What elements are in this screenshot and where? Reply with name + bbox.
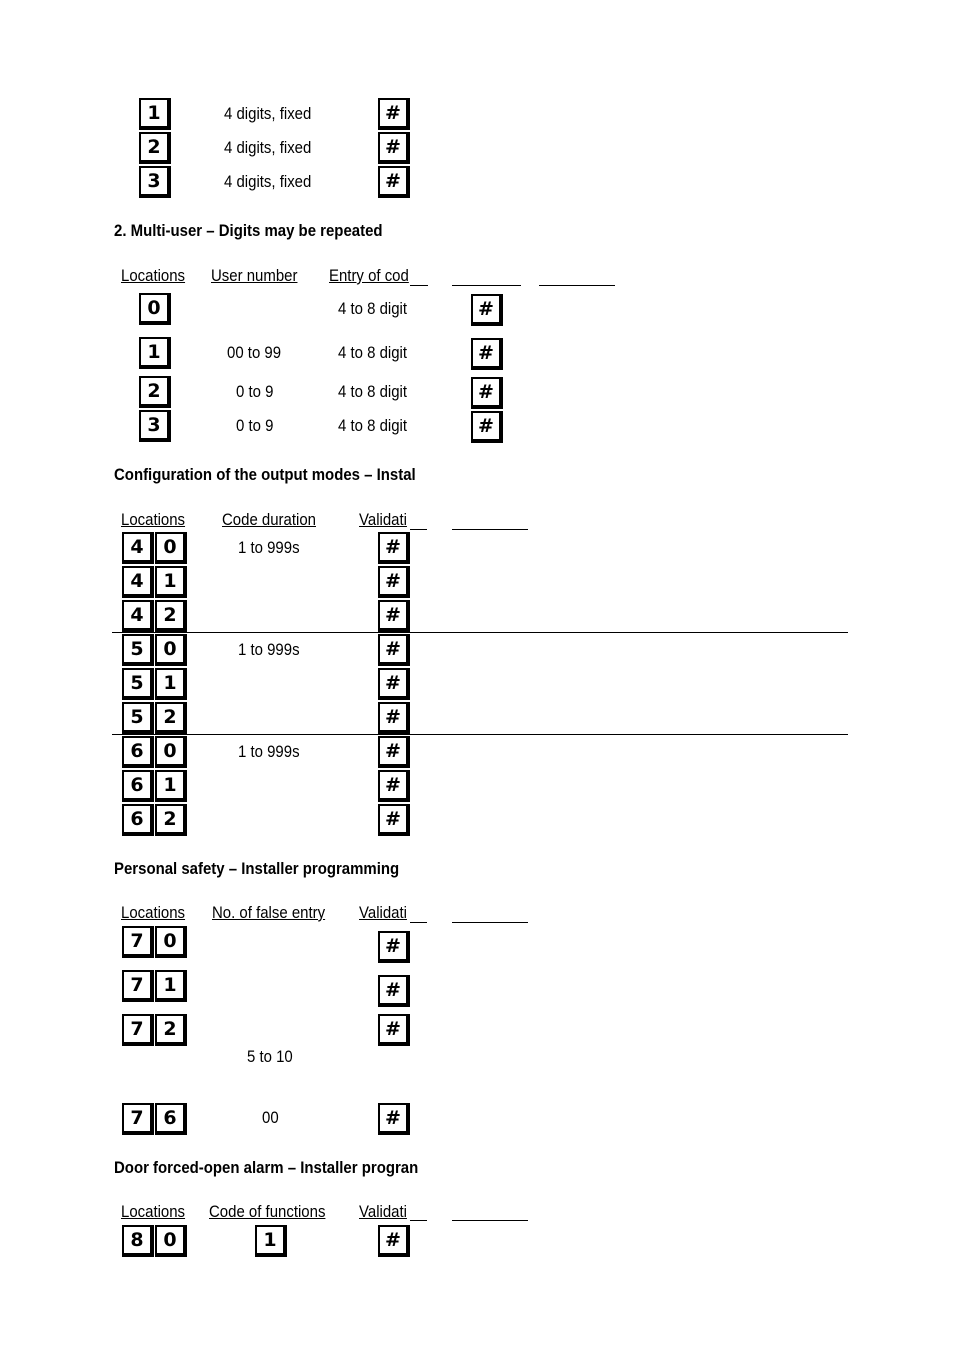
user-range: 0 to 9: [236, 416, 274, 435]
key-2: 2: [139, 132, 171, 164]
key-hash: #: [378, 532, 410, 564]
key-1: 1: [139, 98, 171, 130]
false-entry-value: 00: [262, 1108, 279, 1127]
header-underline: [410, 529, 427, 530]
header-underline: [452, 529, 528, 530]
section-title: 2. Multi-user – Digits may be repeated: [114, 221, 383, 240]
header-underline: [410, 1220, 427, 1221]
key-1: 1: [139, 337, 171, 369]
key-0: 0: [155, 926, 187, 958]
key-4: 4: [122, 566, 154, 598]
key-0: 0: [155, 736, 187, 768]
duration-range: 1 to 999s: [238, 538, 300, 557]
key-8: 8: [122, 1225, 154, 1257]
user-range: 0 to 9: [236, 382, 274, 401]
key-1: 1: [155, 770, 187, 802]
key-hash: #: [378, 98, 410, 130]
key-6: 6: [155, 1103, 187, 1135]
key-hash: #: [378, 702, 410, 734]
duration-range: 1 to 999s: [238, 742, 300, 761]
key-6: 6: [122, 736, 154, 768]
key-7: 7: [122, 926, 154, 958]
key-1: 1: [155, 970, 187, 1002]
key-5: 5: [122, 634, 154, 666]
key-7: 7: [122, 1103, 154, 1135]
header-underline: [539, 285, 615, 286]
group-divider: [112, 734, 848, 735]
header-code-duration: Code duration: [222, 510, 316, 529]
key-1: 1: [155, 566, 187, 598]
key-hash: #: [471, 294, 503, 326]
key-hash: #: [378, 634, 410, 666]
key-hash: #: [378, 132, 410, 164]
row-description: 4 digits, fixed: [224, 104, 312, 123]
key-hash: #: [378, 975, 410, 1007]
key-hash: #: [378, 804, 410, 836]
user-range: 00 to 99: [227, 343, 282, 362]
key-3: 3: [139, 410, 171, 442]
key-2: 2: [155, 804, 187, 836]
header-underline: [410, 285, 428, 286]
key-hash: #: [378, 600, 410, 632]
entry-range: 4 to 8 digit: [338, 299, 408, 318]
key-0: 0: [155, 532, 187, 564]
key-4: 4: [122, 600, 154, 632]
header-entry-of-code: Entry of cod: [329, 266, 409, 285]
key-6: 6: [122, 804, 154, 836]
header-locations: Locations: [121, 903, 186, 922]
key-hash: #: [378, 770, 410, 802]
key-hash: #: [378, 1103, 410, 1135]
key-hash: #: [378, 1014, 410, 1046]
section-title: Door forced-open alarm – Installer progran: [114, 1158, 419, 1177]
key-2: 2: [139, 376, 171, 408]
key-hash: #: [471, 338, 503, 370]
section-title: Configuration of the output modes – Instal: [114, 465, 416, 484]
section-title: Personal safety – Installer programming: [114, 859, 400, 878]
key-2: 2: [155, 600, 187, 632]
header-validation: Validati: [359, 510, 407, 529]
key-4: 4: [122, 532, 154, 564]
key-1: 1: [255, 1225, 287, 1257]
key-5: 5: [122, 702, 154, 734]
header-underline: [452, 285, 521, 286]
entry-range: 4 to 8 digit: [338, 416, 408, 435]
key-5: 5: [122, 668, 154, 700]
key-hash: #: [378, 166, 410, 198]
header-underline: [410, 922, 427, 923]
header-underline: [452, 1220, 528, 1221]
key-1: 1: [155, 668, 187, 700]
header-validation: Validati: [359, 1202, 407, 1221]
key-hash: #: [378, 931, 410, 963]
header-locations: Locations: [121, 1202, 186, 1221]
key-0: 0: [139, 293, 171, 325]
group-divider: [112, 632, 848, 633]
key-6: 6: [122, 770, 154, 802]
key-2: 2: [155, 1014, 187, 1046]
header-validation: Validati: [359, 903, 407, 922]
header-underline: [452, 922, 528, 923]
key-hash: #: [471, 411, 503, 443]
key-2: 2: [155, 702, 187, 734]
key-hash: #: [471, 377, 503, 409]
key-hash: #: [378, 566, 410, 598]
key-3: 3: [139, 166, 171, 198]
false-entry-range: 5 to 10: [247, 1047, 293, 1066]
key-0: 0: [155, 634, 187, 666]
row-description: 4 digits, fixed: [224, 138, 312, 157]
header-locations: Locations: [121, 266, 186, 285]
key-7: 7: [122, 1014, 154, 1046]
entry-range: 4 to 8 digit: [338, 343, 408, 362]
key-hash: #: [378, 736, 410, 768]
entry-range: 4 to 8 digit: [338, 382, 408, 401]
header-false-entry: No. of false entry: [212, 903, 326, 922]
key-0: 0: [155, 1225, 187, 1257]
key-hash: #: [378, 1225, 410, 1257]
duration-range: 1 to 999s: [238, 640, 300, 659]
key-hash: #: [378, 668, 410, 700]
row-description: 4 digits, fixed: [224, 172, 312, 191]
key-7: 7: [122, 970, 154, 1002]
header-code-of-functions: Code of functions: [209, 1202, 326, 1221]
header-user-number: User number: [211, 266, 298, 285]
header-locations: Locations: [121, 510, 186, 529]
